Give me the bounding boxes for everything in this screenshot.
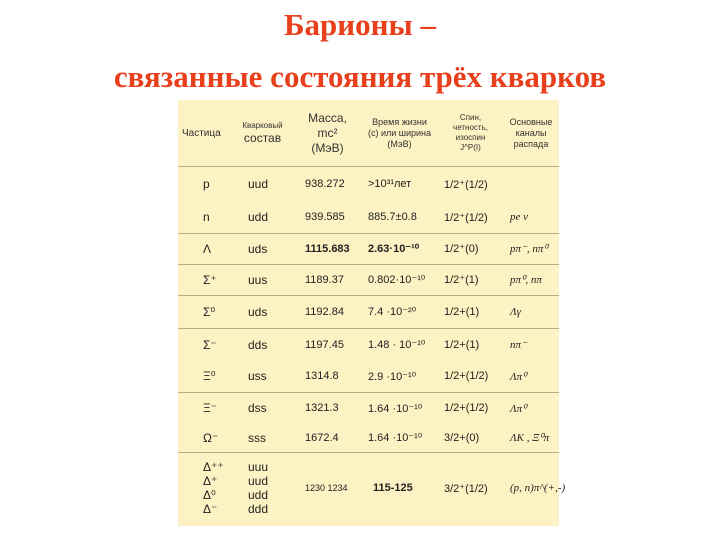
header-lifetime [361,100,438,166]
spin-value: 1/2+(1/2) [438,392,503,424]
quark-content: sss [248,430,266,445]
header-decay-line1: Основные [509,116,553,127]
quark-content: uss [248,369,267,384]
header-spin-line2: четность, [453,123,488,132]
mass-value: 939.585 [305,211,345,224]
header-spin-line3: изоспин [455,133,486,142]
header-mass [294,100,361,166]
particle-symbol: Σ⁰ [178,295,231,328]
header-divider [178,166,559,167]
slide-title-line-2: связанные состояния трёх кварков [113,59,607,94]
mass-value: 1115.683 [294,233,361,264]
header-mass-line2: mc² [317,125,338,140]
spin-value: 1/2⁺(0) [438,233,503,264]
header-life-line2: (с) или ширина [367,127,432,138]
table-row [178,424,559,452]
spin-value: 1/2+(1/2) [444,370,489,383]
spin-value: 1/2+(1) [438,328,503,361]
lifetime-value: >10³¹лет [368,178,412,190]
table-header-row [178,100,559,166]
header-decay-line2: каналы [515,127,547,138]
spin-value: 3/2⁺(1/2) [438,452,503,524]
quark-content: uds [231,233,294,264]
decay-channels: pπ⁻, nπ⁰ [503,233,559,264]
header-mass-line1: Масса, [308,110,347,125]
table-row [178,202,559,233]
quark-content: udd [248,488,269,503]
header-life-line1: Время жизни [372,116,427,127]
header-spin-line1: Спин, [459,113,482,122]
header-quark-top: Кварковый [242,120,283,130]
particle-symbol: Ξ⁻ [178,392,231,424]
mass-value: 1321.3 [294,392,361,424]
spin-value: 1/2⁺(1/2) [444,211,488,224]
lifetime-value: 1.64 ·10⁻¹⁰ [361,392,438,424]
decay-channels: pπ⁰, nπ [503,264,559,295]
baryon-table-panel [178,100,566,526]
quark-content: uud [248,177,269,191]
particle-symbol: Ω⁻ [203,430,219,445]
decay-channels: ΛK , Ξ⁰π [510,432,550,445]
mass-value: 1314.8 [305,370,339,383]
decay-channels: (p, n)π^(+,-) [503,452,559,524]
table-row [178,361,559,392]
quark-content: ddd [248,502,269,517]
header-particle: Частица [182,127,221,139]
particle-symbol: Δ⁺⁺ [203,460,224,475]
particle-symbol: Ξ⁰ [203,369,216,384]
lifetime-value: 2.63·10⁻¹⁰ [361,233,438,264]
header-quark-content [231,100,294,166]
quark-content: dds [231,328,294,361]
spin-value: 1/2⁺(1/2) [444,178,488,191]
table-row [178,166,559,202]
spin-value: 1/2⁺(1) [438,264,503,295]
table-row [178,392,559,424]
table-row [178,233,559,264]
particle-symbol: n [203,210,210,225]
lifetime-value: 115-125 [361,452,438,524]
decay-channels: Λπ⁰ [503,392,559,424]
table-row [178,328,559,361]
header-spin [438,100,503,166]
header-decay-line3: распада [513,138,549,149]
header-mass-line3: (МэВ) [311,140,344,155]
particle-symbol: Λ [178,233,231,264]
slide-title-line-1: Барионы – [284,7,436,42]
mass-value: 1189.37 [294,264,361,295]
particle-symbol: Δ⁺ [203,474,218,489]
header-spin-line4: J^P(I) [460,143,481,152]
quark-content: dss [231,392,294,424]
mass-value: 1230 1234 [294,452,361,524]
header-decay [503,100,559,166]
mass-value: 1672.4 [305,431,339,444]
particle-symbol-group [178,452,231,524]
decay-channels: Λπ⁰ [510,370,527,383]
lifetime-value: 0.802·10⁻¹⁰ [361,264,438,295]
table-row [178,264,559,295]
lifetime-value: 2.9 ·10⁻¹⁰ [368,370,417,383]
lifetime-value: 1.64 ·10⁻¹⁰ [368,432,423,445]
quark-content-group [231,452,294,524]
table-row-delta [178,452,559,524]
quark-content: udd [248,210,269,225]
decay-channels: pe ν [510,211,529,224]
quark-content: uuu [248,460,269,475]
quark-content: uud [248,474,269,489]
particle-symbol: Δ⁰ [203,488,216,503]
header-life-line3: (МэВ) [387,138,412,149]
lifetime-value: 7.4 ·10⁻²⁰ [361,295,438,328]
table-row [178,295,559,328]
particle-symbol: Σ⁺ [178,264,231,295]
spin-value: 3/2+(0) [444,431,480,444]
particle-symbol: Δ⁻ [203,502,218,517]
quark-content: uds [231,295,294,328]
spin-value: 1/2+(1) [438,295,503,328]
decay-channels [503,166,559,202]
decay-channels: nπ⁻ [503,328,559,361]
mass-value: 1197.45 [294,328,361,361]
lifetime-value: 885.7±0.8 [368,211,417,224]
decay-channels: Λγ [503,295,559,328]
quark-content: uus [231,264,294,295]
header-quark-bottom: состав [243,130,282,145]
particle-symbol: Σ⁻ [178,328,231,361]
lifetime-value: 1.48 · 10⁻¹⁰ [361,328,438,361]
particle-symbol: p [203,177,210,191]
baryon-table [178,100,566,524]
mass-value: 1192.84 [294,295,361,328]
mass-value: 938.272 [305,178,345,190]
